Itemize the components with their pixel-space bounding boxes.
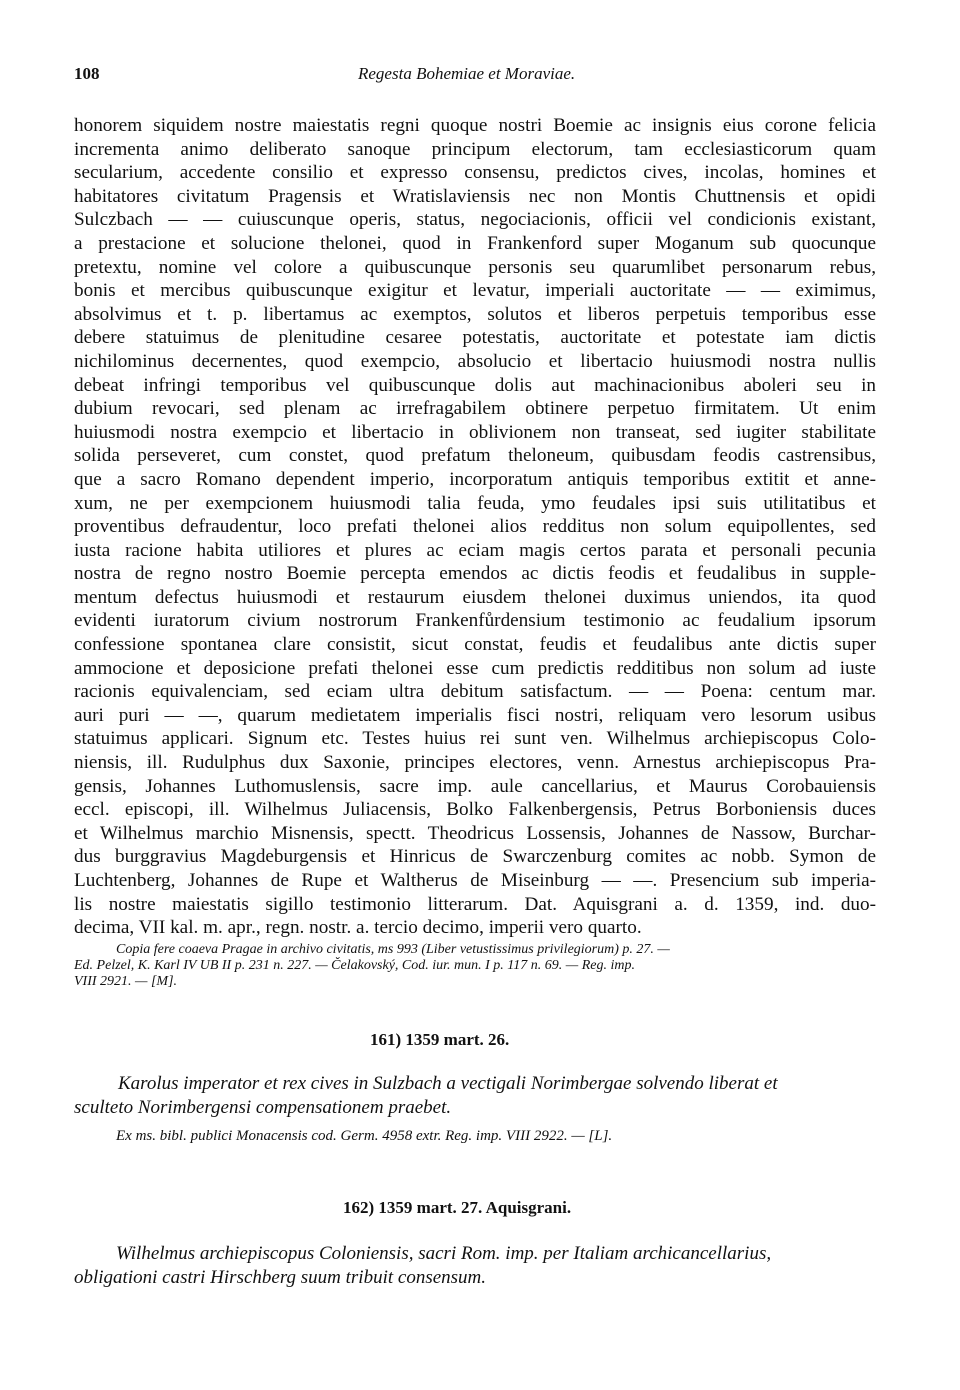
charter-text-160	[74, 114, 876, 940]
text-line: dubium revocari, sed plenam ac irrefragabilem obtinere perpetuo firmitatem. Ut enim	[74, 398, 876, 420]
text-line: debeat infringi temporibus vel quibuscunque dolis aut machinacionibus aboleri seu in	[74, 374, 876, 396]
text-line: iusta racione habita utiliores et plures ac eciam magis certos parata et personali pecunia	[74, 539, 876, 561]
text-line: ammocione et deposicione prefati thelonei esse cum predictis redditibus non solum ad iuste	[74, 657, 876, 679]
text-line: Sulczbach — — cuiuscunque operis, status, negociacionis, officii vel condicionis existant,	[74, 209, 876, 231]
text-line: debere statuimus de plenitudine cesaree potestatis, auctoritate et potestate iam dictis	[74, 327, 876, 349]
text-line: xum, ne per exempcionem huiusmodi talia feuda, ymo feudales ipsi suis utilitatibus et	[74, 492, 876, 514]
text-line: bonis et mercibus quibuscunque exigitur et levatur, imperiali auctoritate — — eximimus,	[74, 280, 876, 302]
text-line: niensis, ill. Rudulphus dux Saxonie, principes electores, venn. Arnestus archiepiscopus Pra-	[74, 752, 876, 774]
text-line: incrementa animo deliberato sanoque principum electorum, tam ecclesiasticorum quam	[74, 138, 876, 160]
text-line: statuimus applicari. Signum etc. Testes huius rei sunt ven. Wilhelmus archiepiscopus Colo-	[74, 728, 876, 750]
text-line: huiusmodi nostra exempcio et libertacio in oblivionem non transeat, sed iugiter stabilitate	[74, 421, 876, 443]
regest-162	[74, 1242, 876, 1290]
running-title: Regesta Bohemiae et Moraviae.	[358, 64, 576, 83]
text-line: pretextu, nomine vel colore a quibuscunque personis seu quarumlibet personarum rebus,	[74, 256, 876, 278]
regest-line: obligationi castri Hirschberg suum tribuit consensum.	[74, 1267, 487, 1288]
text-line: proventibus defraudentur, loco prefati thelonei alios redditus non solum equipollentes, sed	[74, 516, 876, 538]
regest-line: sculteto Norimbergensi compensationem praebet.	[74, 1097, 452, 1118]
text-line: habitatores civitatum Pragensis et Wratislaviensis nec non Montis Chuttnensis et opidi	[74, 185, 876, 207]
text-line: secularium, accedente consilio et expresso consensu, predictos cives, incolas, homines et	[74, 162, 876, 184]
entry-heading-161: 161) 1359 mart. 26.	[370, 1030, 510, 1049]
text-line: honorem siquidem nostre maiestatis regni quoque nostri Boemie ac insignis eius corone felicia	[74, 115, 876, 136]
text-line: eccl. episcopi, ill. Wilhelmus Juliacensis, Bolko Falkenbergensis, Petrus Borboniensis duces	[74, 799, 876, 821]
source-note-161: Ex ms. bibl. publici Monacensis cod. Germ. 4958 extr. Reg. imp. VIII 2922. — [L].	[116, 1128, 613, 1144]
page-header	[74, 64, 876, 88]
text-line: solida perseveret, cum constet, quod prefatum theloneum, quibusdam feodis castrensibus,	[74, 445, 876, 467]
text-line: racionis equivalenciam, sed eciam ultra debitum satisfactum. — — Poena: centum mar.	[74, 681, 876, 703]
text-line: confessione spontanea clare consistit, sicut constat, feudis et feudalibus ante dictis super	[74, 634, 876, 656]
text-line: a prestacione et solucione thelonei, quod in Frankenford super Moganum sub quocunque	[74, 232, 876, 254]
text-line: lis nostre maiestatis sigillo testimonio litterarum. Dat. Aquisgrani a. d. 1359, ind. duo-	[74, 893, 876, 915]
text-line: evidenti iuratorum civium nostrorum Frankenfůrdensium testimonio ac feudalium ipsorum	[74, 610, 876, 632]
text-line: gensis, Johannes Luthomuslensis, sacre imp. aule cancellarius, et Maurus Corobauiensis	[74, 775, 876, 797]
text-line: mentum defectus huiusmodi et restaurum eiusdem thelonei duximus uniendos, ita quod	[74, 586, 876, 608]
regest-line: Karolus imperator et rex cives in Sulzbach a vectigali Norimbergae solvendo liberat et	[118, 1073, 778, 1094]
text-line: Luchtenberg, Johannes de Rupe et Waltherus de Miseinburg — —. Presencium sub imperia-	[74, 870, 876, 891]
text-line: absolvimus et t. p. libertamus ac exemptos, solutos et liberos perpetuis temporibus esse	[74, 303, 876, 325]
regest-line: Wilhelmus archiepiscopus Coloniensis, sacri Rom. imp. per Italiam archicancellarius,	[116, 1243, 772, 1264]
text-line: decima, VII kal. m. apr., regn. nostr. a. tercio decimo, imperii vero quarto.	[74, 917, 642, 939]
text-line: que a sacro Romano dependent imperio, incorporatum antiquis temporibus extitit et anne-	[74, 468, 876, 490]
text-line: nostra de regno nostro Boemie percepta emendos ac dictis feodis et feudalibus in supple-	[74, 563, 876, 585]
text-line: et Wilhelmus marchio Misnensis, spectt. Theodricus Lossensis, Johannes de Nassow, Burchar-	[74, 822, 876, 844]
text-line: auri puri — —, quarum medietatem imperialis fisci nostri, reliquam vero lesorum usibus	[74, 704, 876, 726]
source-note-160	[74, 942, 876, 990]
note-line: VIII 2921. — [M].	[74, 974, 178, 989]
page-number: 108	[74, 64, 100, 83]
entry-heading-162: 162) 1359 mart. 27. Aquisgrani.	[343, 1198, 572, 1217]
note-line: Ed. Pelzel, K. Karl IV UB II p. 231 n. 227. — Čelakovský, Cod. iur. mun. I p. 117 n. 69. — Reg. imp.	[74, 958, 635, 973]
note-line: Copia fere coaeva Pragae in archivo civitatis, ms 993 (Liber vetustissimus privilegiorum) p. 27. —	[116, 942, 670, 957]
regest-161	[74, 1072, 876, 1120]
text-line: dus burggravius Magdeburgensis et Hinricus de Swarczenburg comites ac nobb. Symon de	[74, 846, 876, 868]
text-line: nichilominus decernentes, quod exempcio, absolucio et libertacio huiusmodi nostra nullis	[74, 350, 876, 372]
